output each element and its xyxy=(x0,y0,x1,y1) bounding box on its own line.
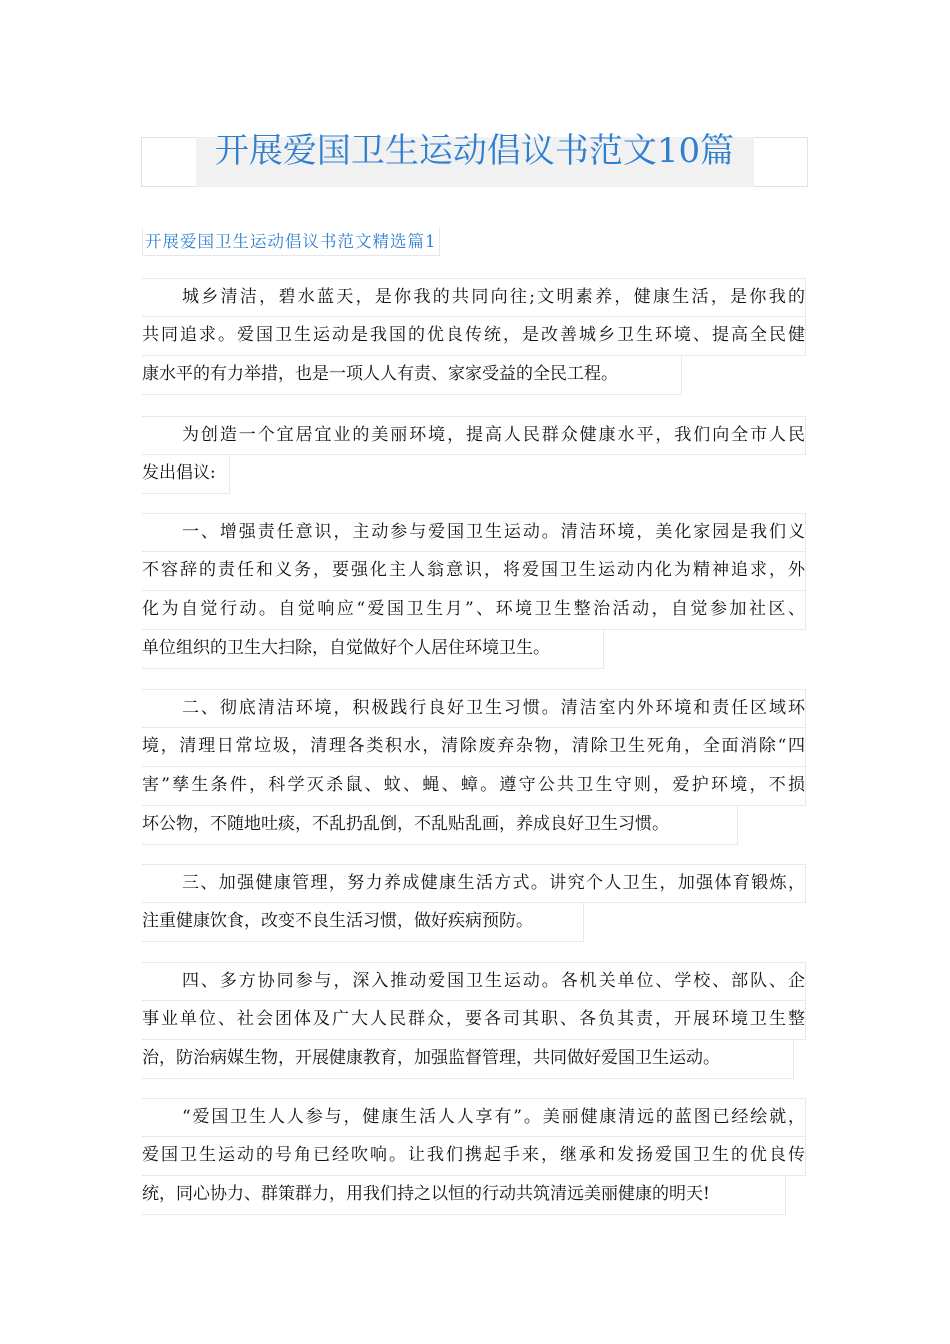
paragraph-line: 三、加强健康管理，努力养成健康生活方式。讲究个人卫生，加强体育锻炼， xyxy=(142,864,806,903)
paragraph-line: 事业单位、社会团体及广大人民群众，要各司其职、各负其责，开展环境卫生整 xyxy=(142,1001,806,1040)
paragraph-line: 一、增强责任意识，主动参与爱国卫生运动。清洁环境，美化家园是我们义 xyxy=(142,513,806,552)
document-title: 开展爱国卫生运动倡议书范文10篇 xyxy=(214,131,735,171)
paragraph-line: 四、多方协同参与，深入推动爱国卫生运动。各机关单位、学校、部队、企 xyxy=(142,962,806,1001)
paragraph-line: 康水平的有力举措，也是一项人人有责、家家受益的全民工程。 xyxy=(142,356,682,395)
paragraph-line: 害”孳生条件，科学灭杀鼠、蚊、蝇、蟑。遵守公共卫生守则，爱护环境，不损 xyxy=(142,767,806,806)
paragraph-line: 城乡清洁，碧水蓝天，是你我的共同向往;文明素养，健康生活，是你我的 xyxy=(142,278,806,317)
paragraph-6 xyxy=(142,962,806,1079)
paragraph-line: 发出倡议: xyxy=(142,455,230,494)
paragraph-line: 共同追求。爱国卫生运动是我国的优良传统，是改善城乡卫生环境、提高全民健 xyxy=(142,317,806,356)
paragraph-1 xyxy=(142,278,806,395)
paragraph-line: 二、彻底清洁环境，积极践行良好卫生习惯。清洁室内外环境和责任区域环 xyxy=(142,689,806,728)
paragraph-7 xyxy=(142,1098,806,1215)
paragraph-4 xyxy=(142,689,806,845)
paragraph-line: 爱国卫生运动的号角已经吹响。让我们携起手来，继承和发扬爱国卫生的优良传 xyxy=(142,1137,806,1176)
paragraph-line: 为创造一个宜居宜业的美丽环境，提高人民群众健康水平，我们向全市人民 xyxy=(142,416,806,455)
paragraph-2 xyxy=(142,416,806,494)
section-heading: 开展爱国卫生运动倡议书范文精选篇1 xyxy=(142,228,440,256)
paragraph-line: 坏公物，不随地吐痰，不乱扔乱倒，不乱贴乱画，养成良好卫生习惯。 xyxy=(142,806,738,845)
paragraph-3 xyxy=(142,513,806,669)
paragraph-line: “爱国卫生人人参与，健康生活人人享有”。美丽健康清远的蓝图已经绘就， xyxy=(142,1098,806,1137)
paragraph-5 xyxy=(142,864,806,942)
paragraph-line: 治，防治病媒生物，开展健康教育，加强监督管理，共同做好爱国卫生运动。 xyxy=(142,1040,794,1079)
paragraph-line: 境，清理日常垃圾，清理各类积水，清除废弃杂物，清除卫生死角，全面消除“四 xyxy=(142,728,806,767)
paragraph-line: 化为自觉行动。自觉响应“爱国卫生月”、环境卫生整治活动，自觉参加社区、 xyxy=(142,591,806,630)
paragraph-line: 单位组织的卫生大扫除，自觉做好个人居住环境卫生。 xyxy=(142,630,604,669)
paragraph-line: 不容辞的责任和义务，要强化主人翁意识，将爱国卫生运动内化为精神追求，外 xyxy=(142,552,806,591)
paragraph-line: 统，同心协力、群策群力，用我们持之以恒的行动共筑清远美丽健康的明天! xyxy=(142,1176,786,1215)
paragraph-line: 注重健康饮食，改变不良生活习惯，做好疾病预防。 xyxy=(142,903,584,942)
